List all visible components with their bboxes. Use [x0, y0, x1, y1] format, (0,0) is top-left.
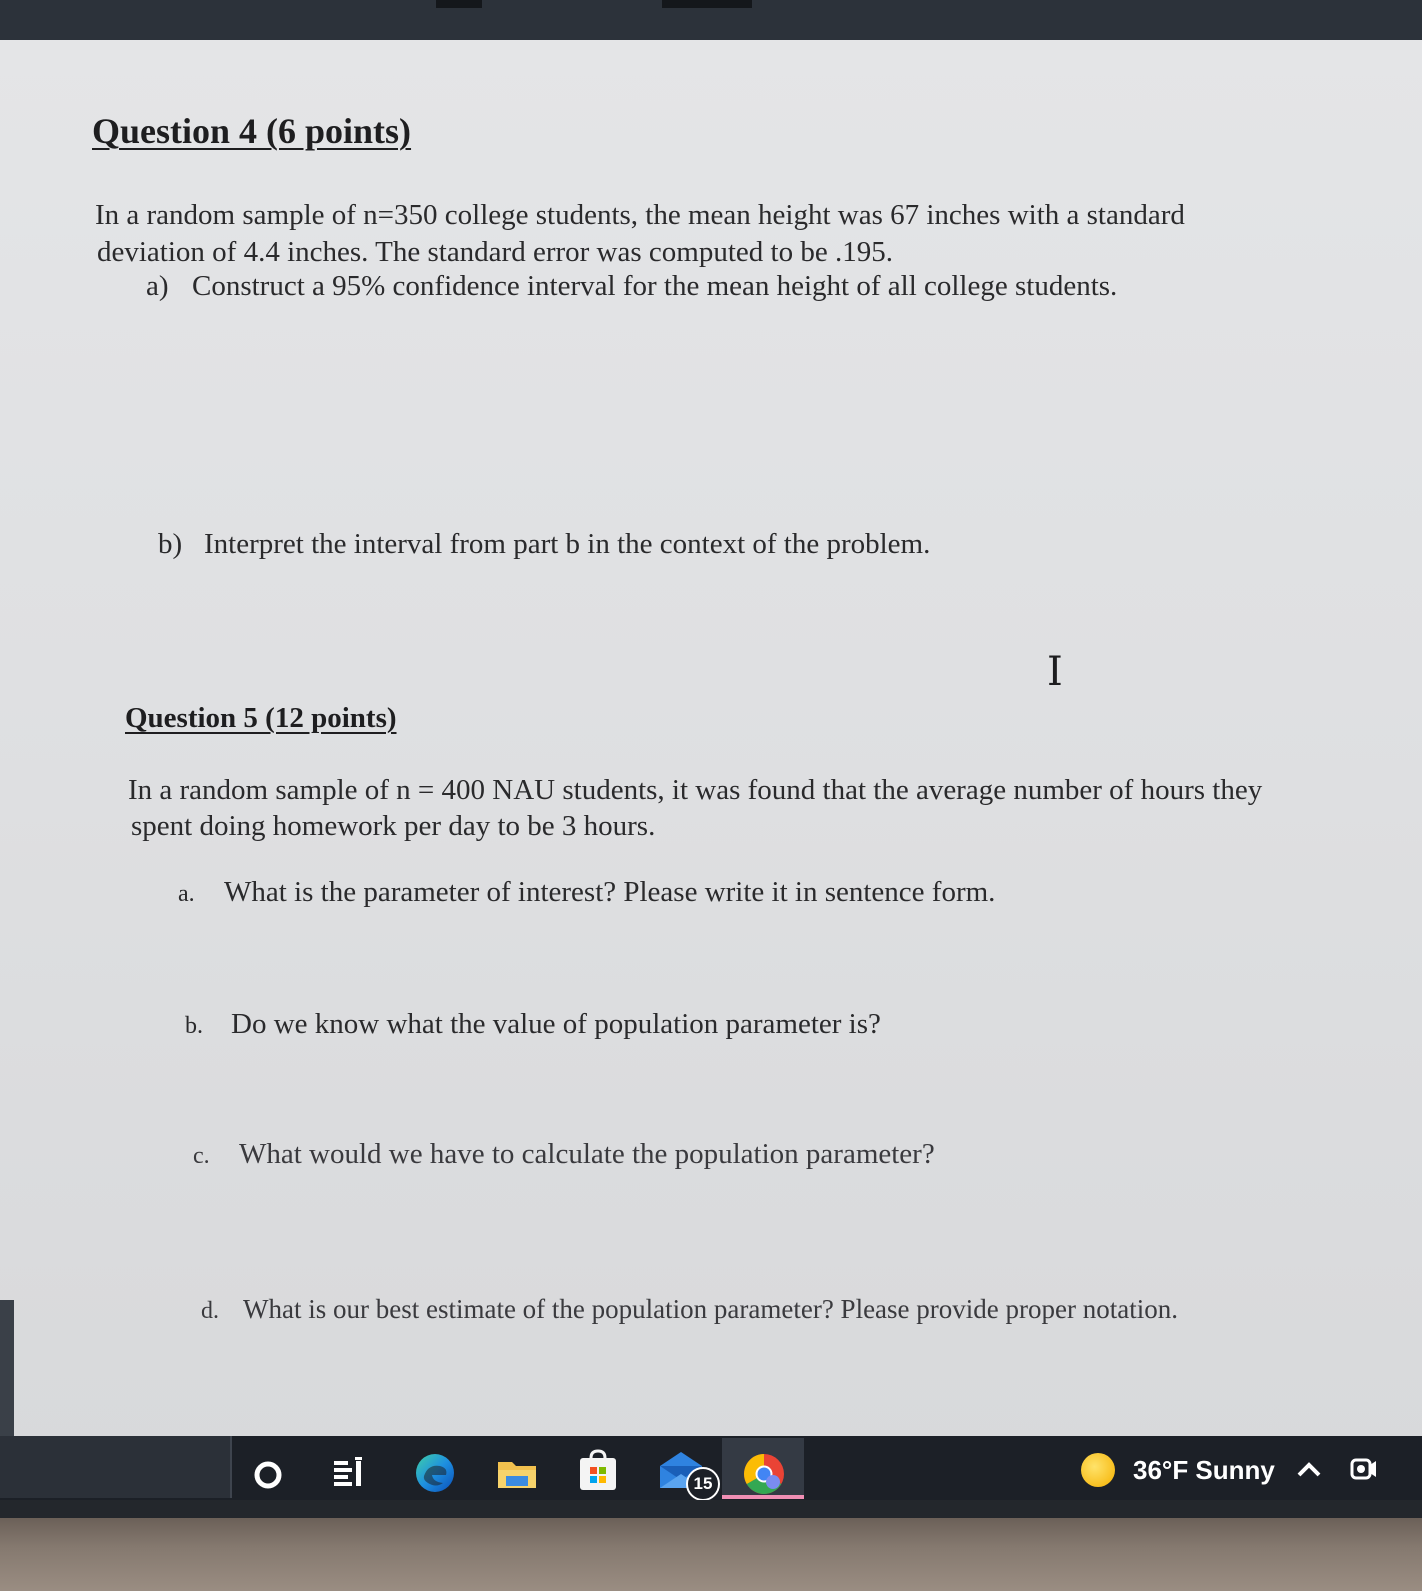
q4-intro-line-2: deviation of 4.4 inches. The standard error was computed to be .195. — [97, 236, 893, 268]
cortana-icon[interactable] — [243, 1444, 293, 1494]
q5-intro-line-2: spent doing homework per day to be 3 hours. — [131, 810, 656, 842]
taskbar-search-box[interactable] — [0, 1436, 232, 1498]
bezel-shadow — [436, 0, 482, 8]
q5-intro-line-1: In a random sample of n = 400 NAU students, it was found that the average number of hours they — [128, 774, 1263, 806]
q5-part-c-marker: c. — [193, 1143, 210, 1169]
question-5-title: Question 5 (12 points) — [125, 702, 397, 734]
q4-part-b — [158, 528, 930, 561]
edge-icon[interactable] — [410, 1444, 460, 1494]
q4-intro-line-1: In a random sample of n=350 college students, the mean height was 67 inches with a standard — [95, 199, 1185, 231]
mail-badge: 15 — [686, 1467, 720, 1501]
taskbar — [0, 1436, 1422, 1502]
meet-now-icon[interactable] — [1348, 1452, 1378, 1484]
q5-part-b-text: Do we know what the value of population parameter is? — [231, 1008, 881, 1040]
chevron-up-icon[interactable] — [1294, 1454, 1324, 1484]
sun-icon — [1081, 1453, 1115, 1487]
q4-part-a — [146, 270, 1117, 303]
q5-part-d-text: What is our best estimate of the population parameter? Please provide proper notation. — [243, 1294, 1178, 1324]
q5-part-d-marker: d. — [201, 1298, 219, 1324]
q5-part-c — [193, 1138, 935, 1171]
bezel-shadow — [662, 0, 752, 8]
q5-part-a-marker: a. — [178, 881, 195, 907]
store-icon[interactable] — [573, 1444, 623, 1494]
file-explorer-icon[interactable] — [492, 1444, 542, 1494]
text-cursor-icon: I — [1047, 649, 1063, 695]
weather-text: 36°F Sunny — [1133, 1454, 1275, 1485]
monitor-top-bezel — [0, 0, 1422, 44]
q5-part-b — [185, 1008, 881, 1041]
task-view-icon[interactable] — [323, 1444, 373, 1494]
q5-part-a — [178, 876, 995, 909]
q5-part-b-marker: b. — [185, 1013, 203, 1039]
q5-part-a-text: What is the parameter of interest? Please write it in sentence form. — [224, 876, 996, 908]
question-4-title: Question 4 (6 points) — [92, 111, 412, 151]
chrome-icon[interactable] — [739, 1444, 789, 1494]
q4-part-b-marker: b) — [158, 528, 183, 560]
desk-surface — [0, 1518, 1422, 1591]
q4-part-a-text: Construct a 95% confidence interval for the mean height of all college students. — [192, 270, 1118, 302]
q4-part-b-text: Interpret the interval from part b in the context of the problem. — [204, 528, 931, 560]
document-page — [0, 40, 1422, 1460]
q5-part-c-text: What would we have to calculate the population parameter? — [239, 1138, 935, 1170]
q4-part-a-marker: a) — [146, 270, 169, 302]
q5-part-d — [201, 1294, 1178, 1325]
chrome-running-indicator — [722, 1495, 804, 1499]
weather-widget[interactable] — [1081, 1450, 1275, 1490]
